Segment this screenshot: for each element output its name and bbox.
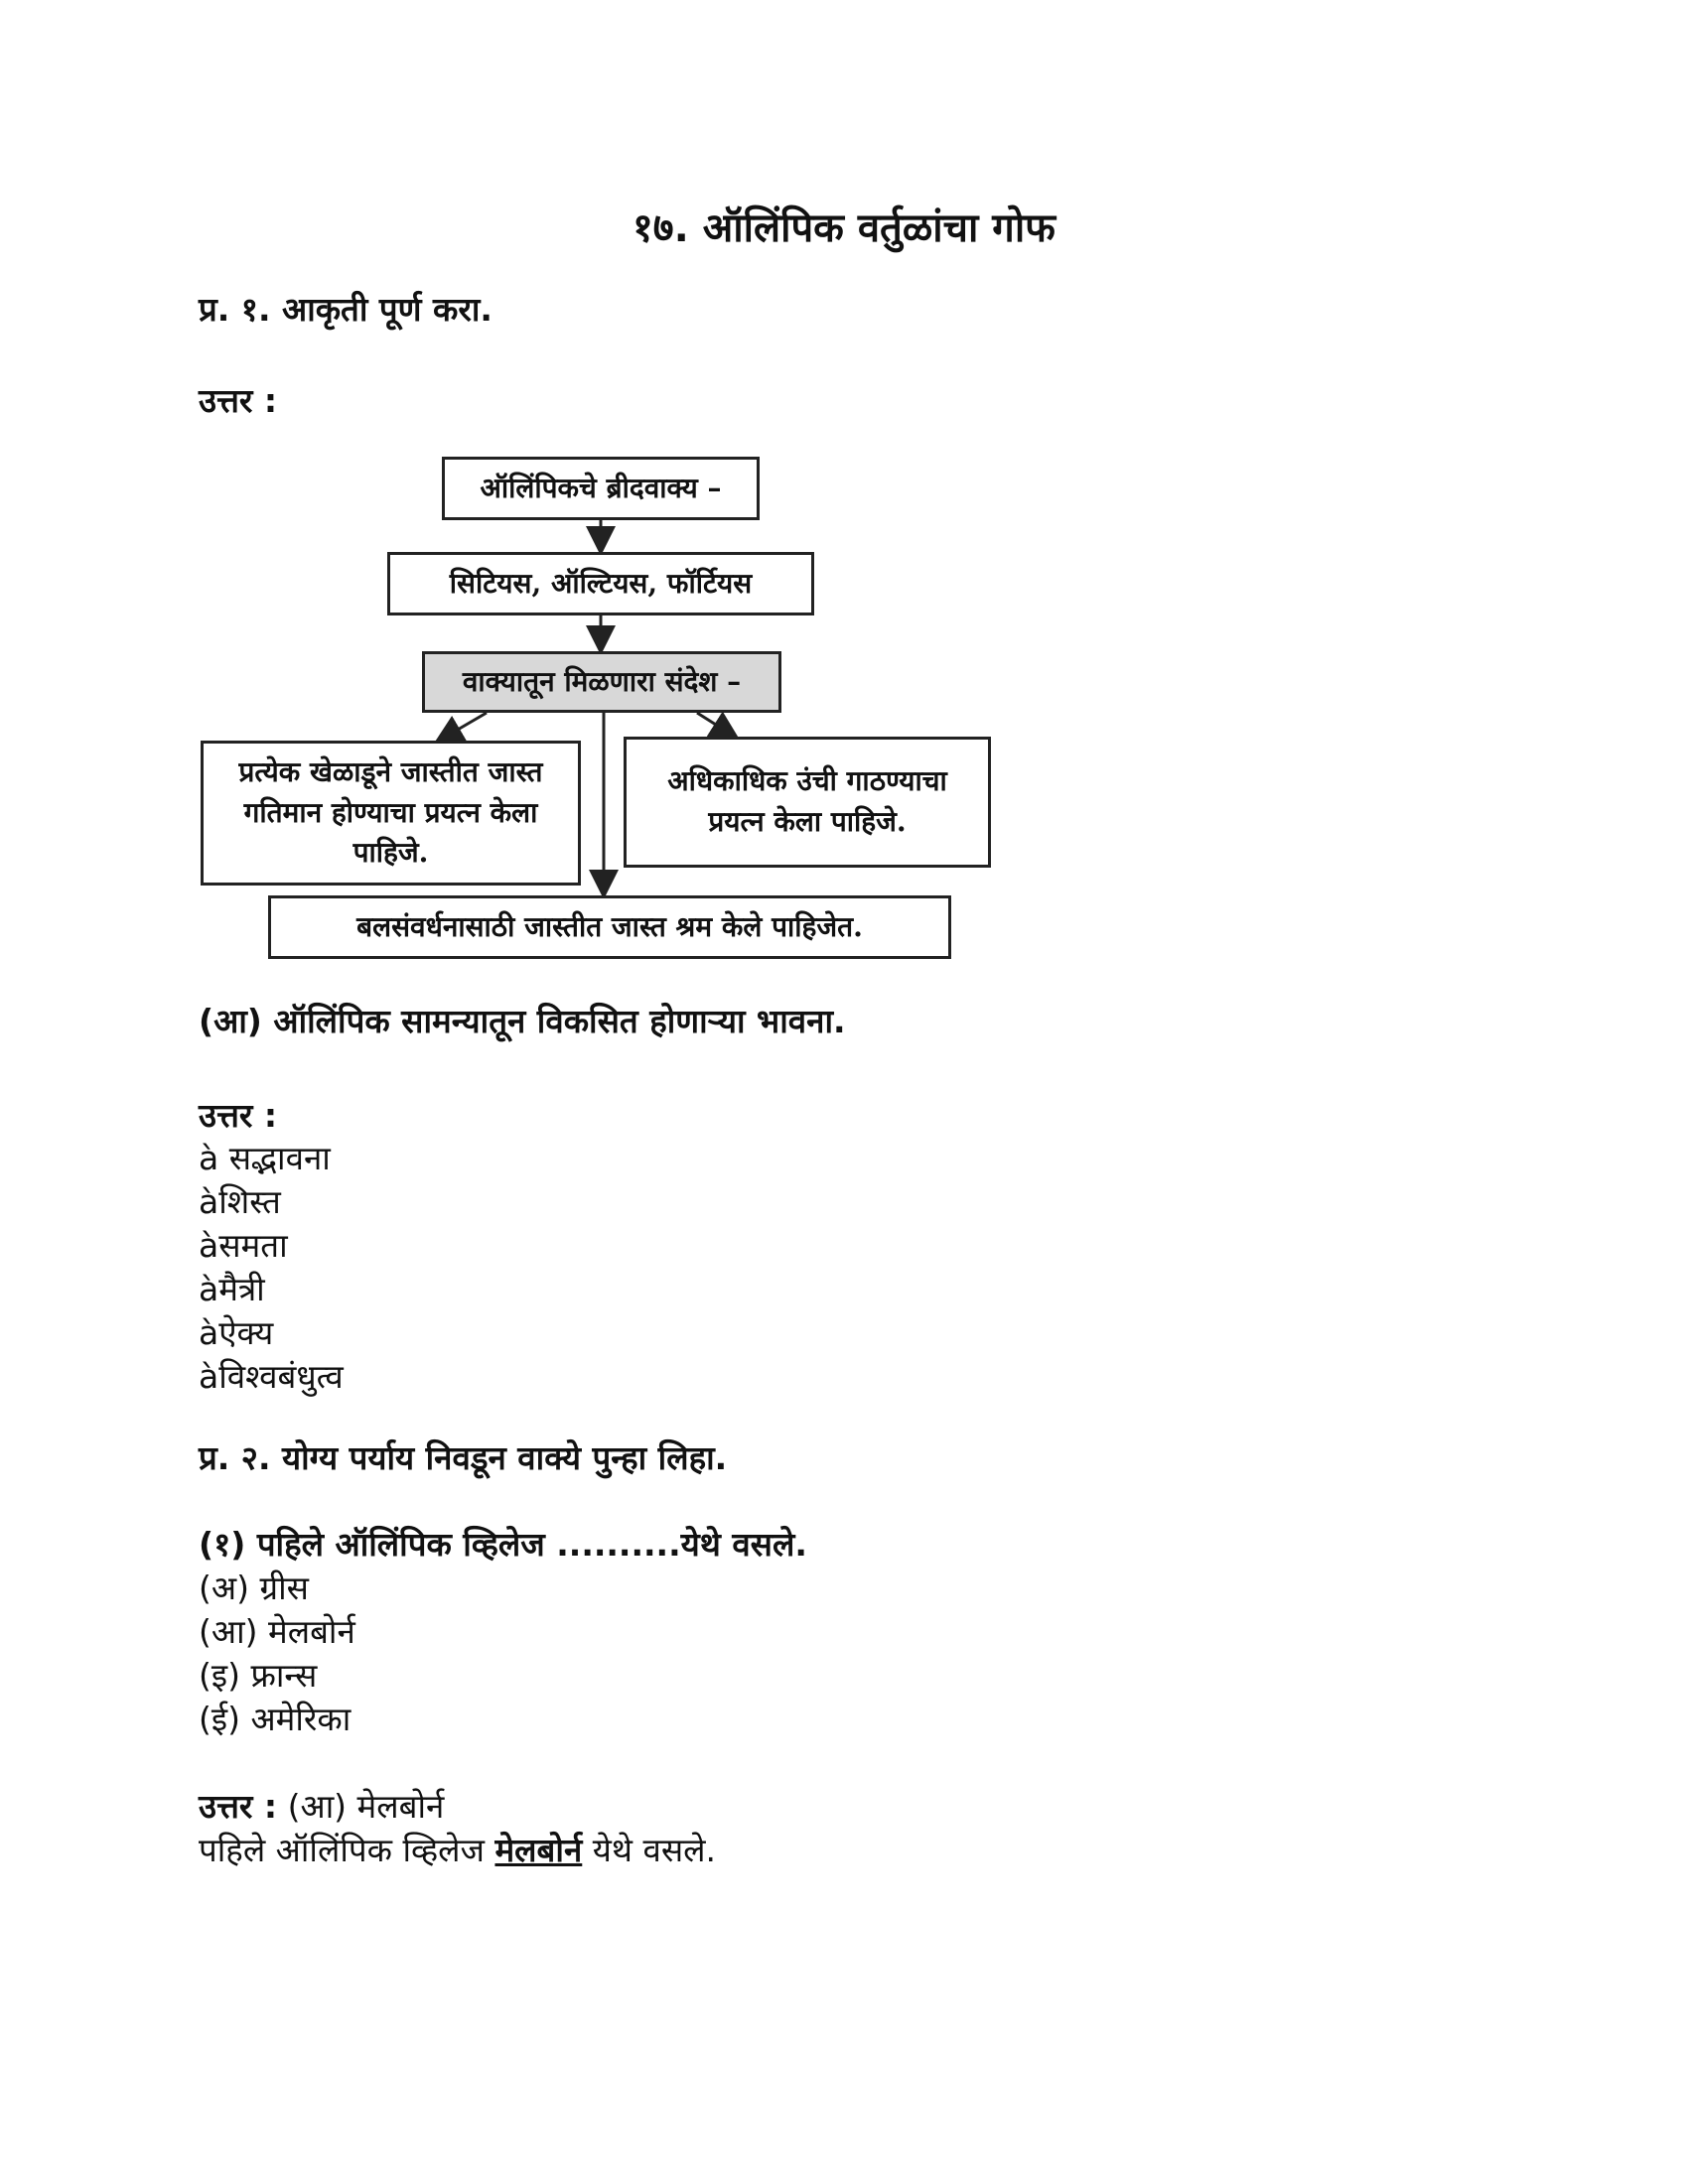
option-a: (अ) ग्रीस bbox=[199, 1569, 309, 1607]
answer-label: उत्तर : bbox=[199, 1096, 278, 1135]
box-message-faster: प्रत्येक खेळाडूने जास्तीत जास्त गतिमान होण्याचा प्रयत्न केला पाहिजे. bbox=[201, 741, 581, 886]
answer-line bbox=[199, 1783, 444, 1828]
option-ii: (ई) अमेरिका bbox=[199, 1700, 352, 1738]
question-1-heading: प्र. १. आकृती पूर्ण करा. bbox=[199, 290, 492, 329]
box-message-stronger: बलसंवर्धनासाठी जास्तीत जास्त श्रम केले पाहिजेत. bbox=[268, 895, 951, 959]
box-motto: ऑलिंपिकचे ब्रीदवाक्य – bbox=[442, 457, 760, 520]
answer-label: उत्तर : bbox=[199, 381, 278, 420]
box-message-higher: अधिकाधिक उंची गाठण्याचा प्रयत्न केला पाहिजे. bbox=[624, 737, 991, 868]
arrow-3 bbox=[439, 713, 487, 741]
flow-diagram bbox=[199, 447, 1013, 973]
answer-highlight: मेलबोर्न bbox=[494, 1831, 583, 1869]
list-item: àमैत्री bbox=[199, 1270, 265, 1308]
sub-question-1: (१) पहिले ऑलिंपिक व्हिलेज ..........येथे वसले. bbox=[199, 1525, 807, 1564]
arrow-4 bbox=[697, 713, 735, 737]
answer-sentence bbox=[199, 1827, 716, 1871]
list-item: àविश्वबंधुत्व bbox=[199, 1357, 344, 1396]
list-item: àशिस्त bbox=[199, 1182, 281, 1221]
answer-sentence-start: पहिले ऑलिंपिक व्हिलेज bbox=[199, 1831, 495, 1869]
list-item: àऐक्य bbox=[199, 1313, 274, 1352]
list-item: àसमता bbox=[199, 1226, 288, 1265]
option-aa: (आ) मेलबोर्न bbox=[199, 1612, 355, 1651]
box-message: वाक्यातून मिळणारा संदेश – bbox=[422, 651, 781, 713]
option-i: (इ) फ्रान्स bbox=[199, 1656, 318, 1695]
question-1b-heading: (आ) ऑलिंपिक सामन्यातून विकसित होणाऱ्या भावना. bbox=[199, 1002, 846, 1040]
box-motto-words: सिटियस, ऑल्टियस, फॉर्टियस bbox=[387, 552, 814, 615]
answer-choice: (आ) मेलबोर्न bbox=[287, 1787, 445, 1826]
question-2-heading: प्र. २. योग्य पर्याय निवडून वाक्ये पुन्हा लिहा. bbox=[199, 1438, 728, 1477]
list-item: à सद्भावना bbox=[199, 1139, 331, 1177]
page-title: १७. ऑलिंपिक वर्तुळांचा गोफ bbox=[632, 205, 1056, 251]
answer-sentence-end: येथे वसले. bbox=[582, 1831, 717, 1869]
answer-label: उत्तर : bbox=[199, 1787, 278, 1826]
